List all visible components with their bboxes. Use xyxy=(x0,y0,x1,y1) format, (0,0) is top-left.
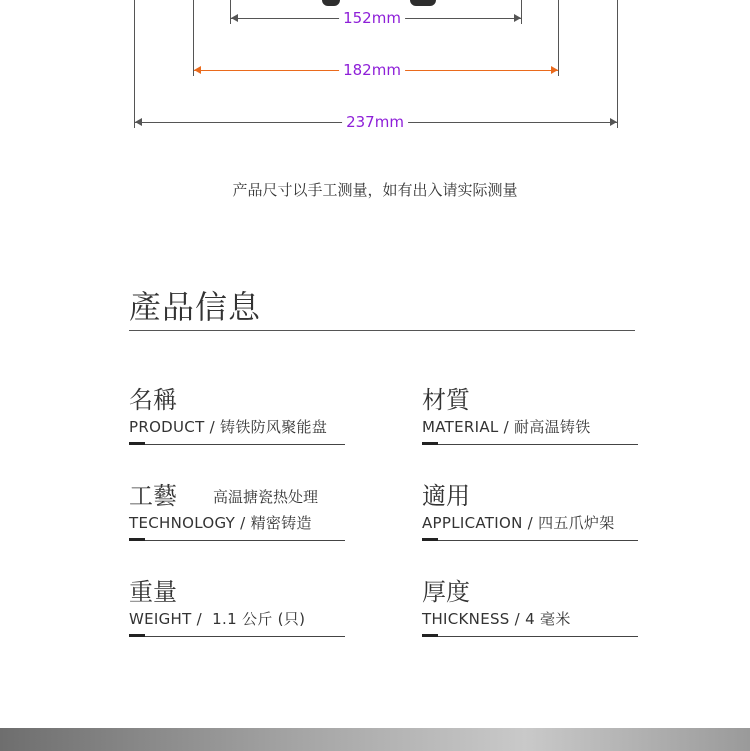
middle-right-extension xyxy=(558,0,559,76)
section-divider xyxy=(129,330,635,331)
field-marker xyxy=(422,634,438,637)
field-material-title: 材質 xyxy=(422,386,470,414)
outer-arrow-left-icon xyxy=(135,118,142,126)
field-technology-desc: TECHNOLOGY / 精密铸造 xyxy=(129,514,312,532)
field-thickness-title: 厚度 xyxy=(422,578,470,606)
outer-left-extension xyxy=(134,0,135,128)
field-marker xyxy=(129,442,145,445)
field-underline xyxy=(422,444,638,445)
inner-arrow-right-icon xyxy=(514,14,521,22)
field-weight-desc: WEIGHT / 1.1 公斤 (只) xyxy=(129,610,306,628)
field-name-title: 名稱 xyxy=(129,386,177,414)
product-silhouette-right xyxy=(410,0,436,6)
outer-right-extension xyxy=(617,0,618,128)
middle-arrow-left-icon xyxy=(194,66,201,74)
field-name-desc: PRODUCT / 铸铁防风聚能盘 xyxy=(129,418,328,436)
field-technology-extra: 高温搪瓷热处理 xyxy=(213,488,319,506)
product-silhouette-left xyxy=(322,0,340,6)
outer-dimension-label: 237mm xyxy=(342,113,408,131)
field-underline xyxy=(422,540,638,541)
field-underline xyxy=(422,636,638,637)
field-marker xyxy=(129,538,145,541)
field-marker xyxy=(422,538,438,541)
middle-arrow-right-icon xyxy=(551,66,558,74)
section-title: 產品信息 xyxy=(129,288,262,326)
measurement-note: 产品尺寸以手工测量，如有出入请实际测量 xyxy=(232,181,518,199)
outer-arrow-right-icon xyxy=(610,118,617,126)
middle-dimension-label: 182mm xyxy=(339,61,405,79)
field-marker xyxy=(422,442,438,445)
field-marker xyxy=(129,634,145,637)
field-underline xyxy=(129,636,345,637)
field-application-desc: APPLICATION / 四五爪炉架 xyxy=(422,514,615,532)
inner-arrow-left-icon xyxy=(231,14,238,22)
footer-gradient-bar xyxy=(0,728,750,751)
field-thickness-desc: THICKNESS / 4 毫米 xyxy=(422,610,571,628)
field-underline xyxy=(129,540,345,541)
field-underline xyxy=(129,444,345,445)
field-technology-title: 工藝 xyxy=(129,482,177,510)
inner-right-extension xyxy=(521,0,522,24)
middle-left-extension xyxy=(193,0,194,76)
field-application-title: 適用 xyxy=(422,482,470,510)
field-material-desc: MATERIAL / 耐高温铸铁 xyxy=(422,418,591,436)
field-weight-title: 重量 xyxy=(129,578,177,606)
inner-dimension-label: 152mm xyxy=(339,9,405,27)
